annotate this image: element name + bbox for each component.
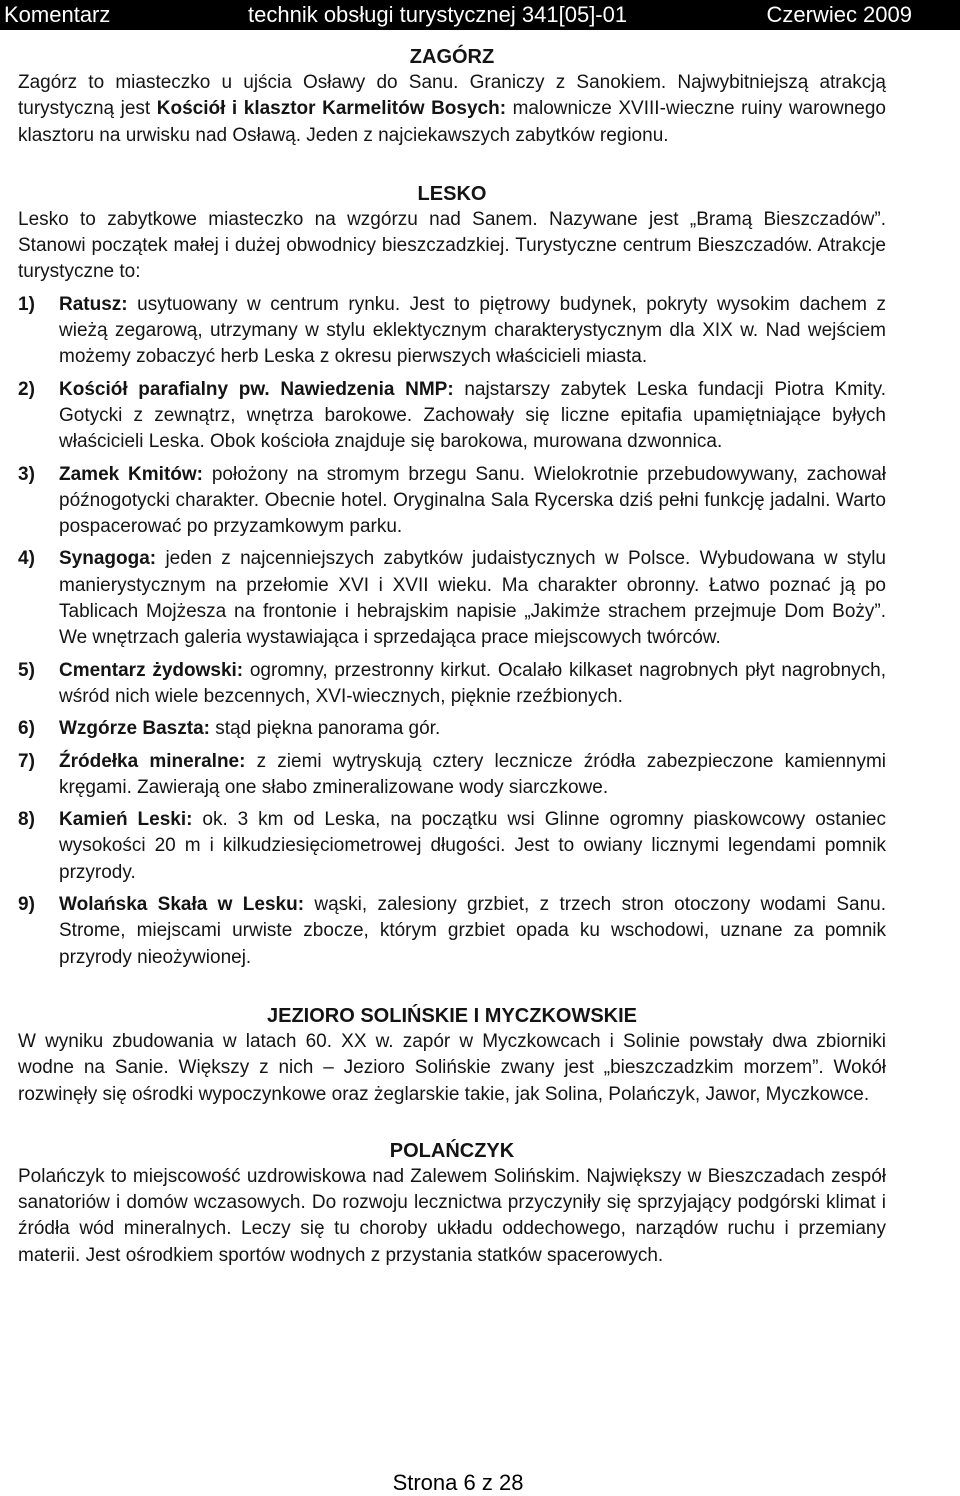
list-item: [18, 377, 886, 456]
lesko-intro: Lesko to zabytkowe miasteczko na wzgórzu nad Sanem. Nazywane jest „Bramą Bieszczadów”. Stanowi początek małej i dużej obwodnicy bieszczadzkiej. Turystyczne centrum Bieszczadów. Atrakcje turystyczne to:: [18, 208, 886, 283]
list-item-number: 6): [18, 718, 35, 740]
list-item-name: Kościół parafialny pw. Nawiedzenia NMP:: [59, 378, 454, 400]
list-item-text: najstarszy zabytek Leska fundacji Piotra Kmity. Gotycki z zewnątrz, wnętrza barokowe. Zachowały się liczne epitafia upamiętniające byłych właścicieli Leska. Obok kościoła znajduje się barokowa, murowana dzwonnica.: [59, 378, 886, 453]
page-header: [0, 0, 960, 30]
list-item-number: 5): [18, 659, 35, 681]
list-item-name: Cmentarz żydowski:: [59, 659, 244, 681]
lesko-attractions-list: [18, 292, 886, 971]
section-title-polanczyk: POLAŃCZYK: [389, 1139, 515, 1162]
document-body: [18, 44, 886, 1464]
list-item-name: Zamek Kmitów:: [59, 463, 203, 485]
jezioro-paragraph: W wyniku zbudowania w latach 60. XX w. zapór w Myczkowcach i Solinie powstały dwa zbiorniki wodne na Sanie. Większy z nich – Jezioro Solińskie zwany jest „bieszczadzkim morzem”. Wokół rozwinęły się ośrodki wypoczynkowe oraz żeglarskie takie, jak Solina, Polańczyk, Jawor, Myczkowce.: [18, 1030, 886, 1105]
list-item-text: usytuowany w centrum rynku. Jest to piętrowy budynek, pokryty wysokim dachem z wieżą zegarową, utrzymany w stylu eklektycznym charakterystycznym dla XIX w. Nad wejściem możemy zobaczyć herb Leska z okresu pierwszych właścicieli miasta.: [59, 293, 886, 368]
list-item-text: z ziemi wytryskują cztery lecznicze źródła zabezpieczone kamiennymi kręgami. Zawierają one słabo zmineralizowane wody siarczkowe.: [59, 750, 886, 798]
section-title-zagorz: ZAGÓRZ: [409, 46, 495, 68]
list-item-text: stąd piękna panorama gór.: [209, 718, 441, 740]
list-item: [18, 462, 886, 541]
section-title-jezioro: JEZIORO SOLIŃSKIE I MYCZKOWSKIE: [266, 1004, 638, 1027]
list-item-name: Synagoga:: [59, 548, 157, 570]
list-item: [18, 892, 886, 971]
list-item-text: ok. 3 km od Leska, na początku wsi Glinne ogromny piaskowcowy ostaniec wysokości 20 m i kilkudziesięciometrowej długości. Jest to owiany licznymi legendami pomnik przyrody.: [59, 809, 886, 883]
list-item-number: 8): [18, 809, 35, 831]
list-item-name: Wzgórze Baszta:: [59, 718, 210, 740]
list-item: [18, 546, 886, 651]
polanczyk-paragraph: Polańczyk to miejscowość uzdrowiskowa nad Zalewem Solińskim. Największy w Bieszczadach zespół sanatoriów i domów wczasowych. Do rozwoju lecznictwa przyczyniły się sprzyjający podgórski klimat i źródła wód mineralnych. Leczy się tu choroby układu oddechowego, narządów ruchu i przemiany materii. Jest ośrodkiem sportów wodnych z przystania statków spacerowych.: [18, 1165, 886, 1266]
list-item-number: 9): [18, 894, 35, 916]
list-item-name: Ratusz:: [59, 293, 128, 315]
list-item-number: 4): [18, 548, 35, 570]
list-item-number: 7): [18, 750, 35, 772]
list-item-number: 1): [18, 293, 35, 315]
list-item-name: Wolańska Skała w Lesku:: [59, 894, 305, 916]
section-title-lesko: LESKO: [417, 182, 487, 205]
list-item: [18, 716, 886, 742]
list-item-text: położony na stromym brzegu Sanu. Wielokrotnie przebudowywany, zachował późnogotycki charakter. Obecnie hotel. Oryginalna Sala Rycerska dziś pełni funkcję jadalni. Warto pospacerować po przyzamkowym parku.: [59, 463, 886, 538]
zagorz-text-2: malownicze XVIII-wieczne ruiny warownego klasztoru na urwisku nad Osławą. Jeden z najciekawszych zabytków regionu.: [18, 98, 886, 146]
header-middle-text: technik obsługi turystycznej 341[05]-01: [248, 2, 628, 27]
list-item-text: ogromny, przestronny kirkut. Ocalało kilkaset nagrobnych płyt nagrobnych, wśród nich wiele bezcennych, XVI-wiecznych, pięknie rzeźbionych.: [59, 659, 886, 707]
header-left-text: Komentarz: [4, 2, 111, 27]
zagorz-highlight: Kościół i klasztor Karmelitów Bosych:: [156, 98, 507, 120]
list-item-text: jeden z najcenniejszych zabytków judaistycznych w Polsce. Wybudowana w stylu manierystycznym na przełomie XVI i XVII wieku. Ma charakter obronny. Łatwo poznać ją po Tablicach Mojżesza na frontonie i hebrajskim napisie „Jakimże strachem przejmuje Dom Boży”. We wnętrzach galeria wystawiająca i sprzedająca prace miejscowych twórców.: [59, 548, 886, 649]
list-item: [18, 658, 886, 711]
zagorz-text-1: Zagórz to miasteczko u ujścia Osławy do Sanu. Graniczy z Sanokiem. Najwybitniejszą atrakcją turystyczną jest: [18, 72, 886, 120]
list-item: [18, 292, 886, 371]
list-item-text: wąski, zalesiony grzbiet, z trzech stron otoczony wodami Sanu. Strome, miejscami urwiste zbocze, którym grzbiet opada ku wschodowi, uznane za pomnik przyrody nieożywionej.: [59, 894, 886, 968]
list-item-number: 3): [18, 463, 35, 485]
list-item: [18, 749, 886, 802]
page-number: Strona 6 z 28: [392, 1470, 524, 1495]
header-right-text: Czerwiec 2009: [766, 2, 912, 27]
list-item-number: 2): [18, 378, 35, 400]
zagorz-paragraph: [18, 70, 886, 149]
list-item-name: Kamień Leski:: [59, 809, 193, 831]
list-item: [18, 807, 886, 886]
list-item-name: Źródełka mineralne:: [59, 750, 246, 772]
